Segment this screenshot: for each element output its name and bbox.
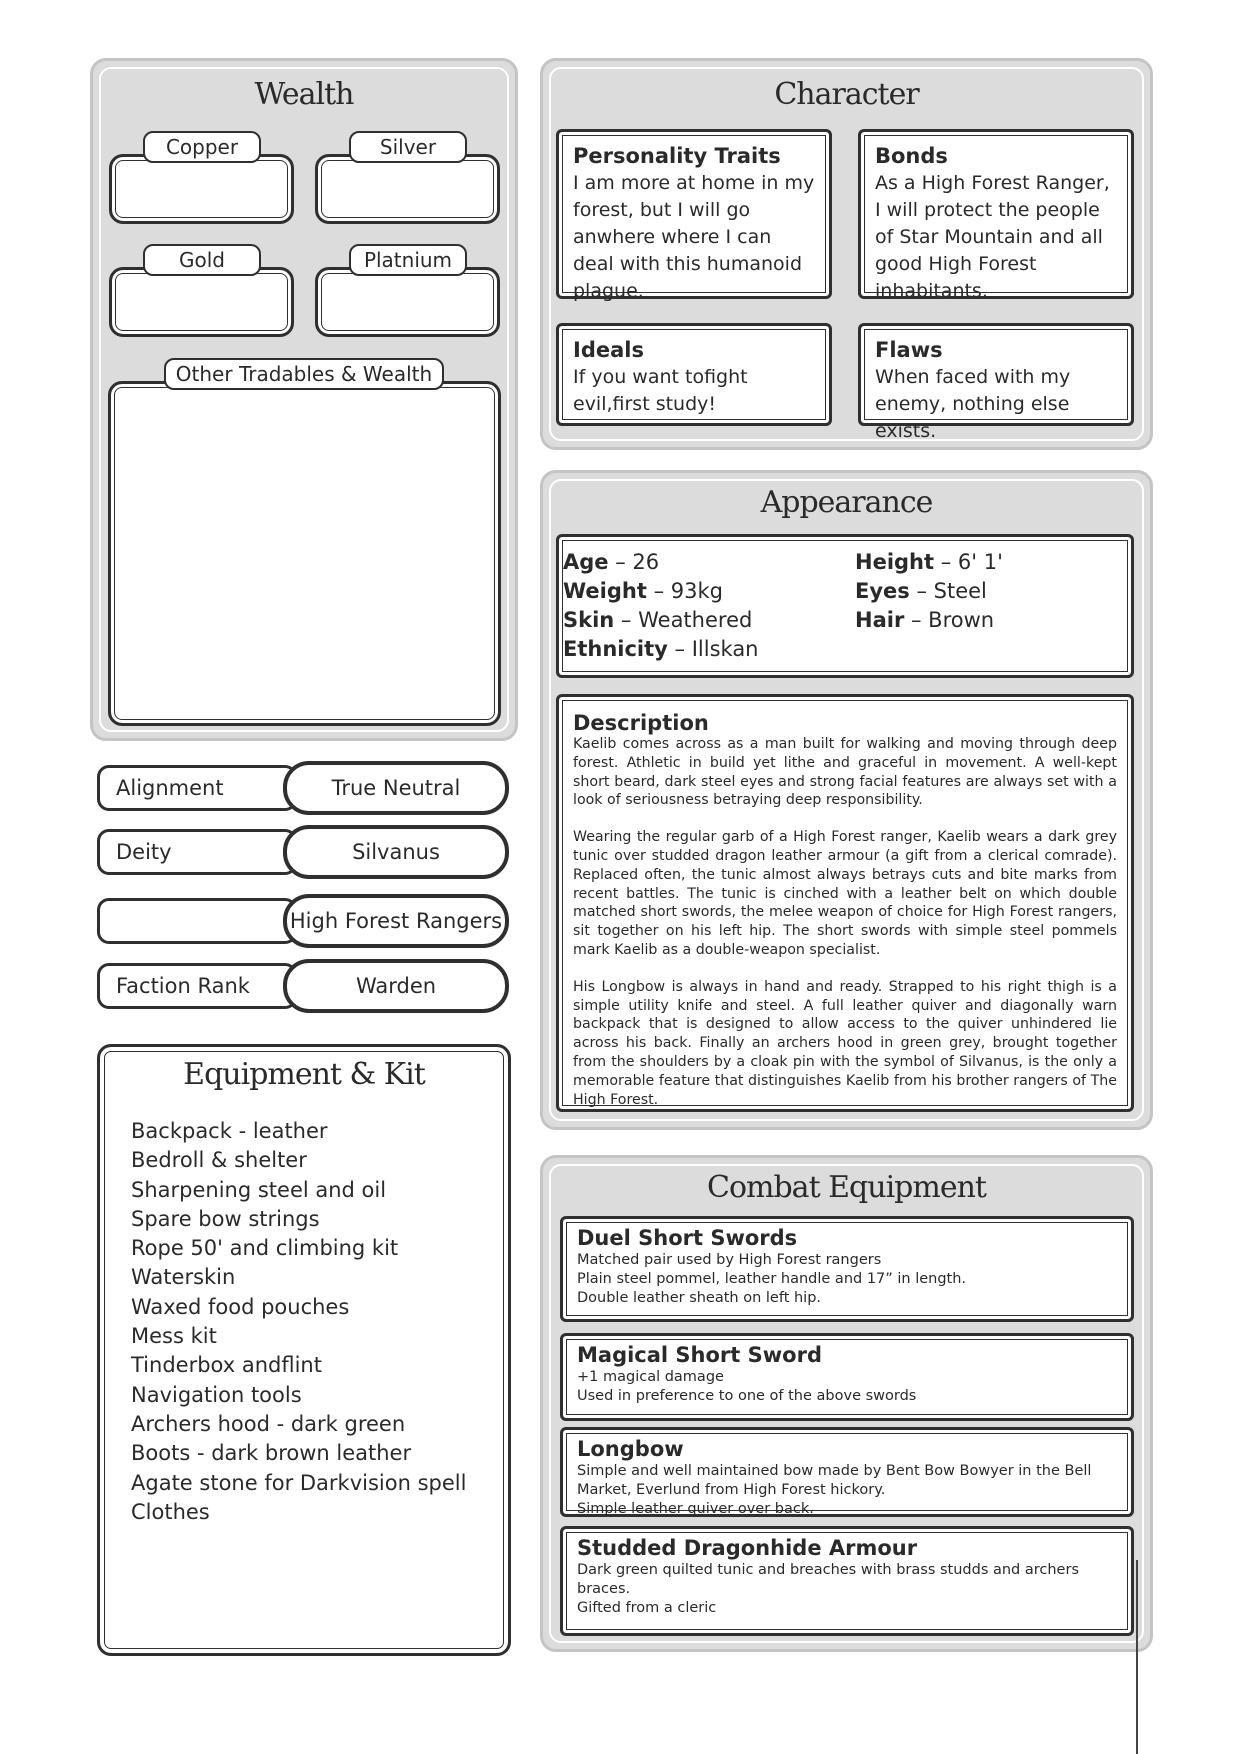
combat-item-box[interactable] — [560, 1216, 1134, 1322]
combat-item-detail: +1 magical damage — [577, 1369, 724, 1385]
combat-item-name: Magical Short Sword — [577, 1343, 822, 1367]
divider-line — [1136, 1560, 1138, 1754]
deity-value[interactable]: Silvanus — [283, 825, 509, 879]
combat-equipment-title: Combat Equipment — [707, 1170, 986, 1205]
ideals-label: Ideals — [573, 338, 644, 362]
kit-item: Backpack - leather — [131, 1119, 328, 1143]
appearance-title: Appearance — [760, 485, 933, 520]
description-paragraph-1: Kaelib comes across as a man built for walking and moving through deep forest. Athletic in build yet lithe and graceful in movement. A well-kept short beard, dark steel eyes and strong facial features are always set with a look of seriousness betraying deep responsibility. — [573, 736, 1117, 809]
weight-value: 93kg — [670, 579, 723, 603]
ethnicity-label: Ethnicity — [563, 637, 668, 661]
kit-item: Boots - dark brown leather — [131, 1441, 412, 1466]
bonds-text: As a High Forest Ranger, I will protect the people of Star Mountain and all good High Forest inhabitants. — [875, 172, 1110, 302]
combat-item-detail: Double leather sheath on left hip. — [577, 1289, 822, 1306]
faction-label — [97, 898, 297, 944]
description-paragraph-2: Wearing the regular garb of a High Forest ranger, Kaelib wears a dark grey tunic over studded dragon leather armour (a gift from a clerical comrade). Replaced often, the tunic almost always betrays cuts and bite marks from recent battles. The tunic is cinched with a leather belt on which double matched short swords, the melee weapon of choice for High Forest rangers, sit together on his left hip. The short swords with simple steel pommels mark Kaelib as a double-weapon specialist. — [573, 829, 1117, 958]
bonds-label: Bonds — [875, 144, 948, 168]
personality-traits-text: I am more at home in my forest, but I will go anwhere where I can deal with this humanoid plague. — [573, 172, 815, 302]
flaws-text: When faced with my enemy, nothing else exists. — [875, 366, 1071, 442]
age-label: Age — [563, 550, 609, 574]
gold-field[interactable] — [109, 267, 294, 337]
kit-item: Sharpening steel and oil — [131, 1177, 387, 1202]
flaws-box[interactable] — [858, 323, 1134, 442]
combat-item-detail: Plain steel pommel, leather handle and 17” in length. — [577, 1270, 967, 1287]
combat-item-name: Longbow — [577, 1437, 684, 1461]
eyes-value: Steel — [933, 579, 987, 603]
combat-item-name: Duel Short Swords — [577, 1226, 798, 1250]
description-label: Description — [573, 711, 709, 735]
combat-item-detail: Used in preference to one of the above swords — [577, 1387, 917, 1404]
personality-traits-label: Personality Traits — [573, 144, 781, 168]
ideals-text: If you want tofight evil,first study! — [573, 366, 748, 415]
ethnicity-value: Illskan — [691, 637, 759, 661]
description-box[interactable] — [556, 694, 1134, 1112]
alignment-label: Alignment — [97, 765, 297, 811]
gold-label: Gold — [143, 244, 261, 276]
wealth-title: Wealth — [254, 77, 354, 112]
character-title: Character — [774, 77, 919, 112]
weight-label: Weight — [563, 579, 647, 603]
age-value: 26 — [632, 550, 660, 574]
platinum-field[interactable] — [315, 267, 500, 337]
appearance-stats: Age – 26 Height – 6' 1' Weight – 93kg Eyes – Steel Skin – Weathered Hair – Brown Ethnicity – Illskan — [563, 548, 1123, 664]
other-tradables-field[interactable] — [108, 381, 501, 726]
height-value: 6' 1' — [957, 550, 1003, 574]
copper-label: Copper — [143, 131, 261, 163]
flaws-label: Flaws — [875, 338, 943, 362]
bonds-box[interactable] — [858, 129, 1134, 302]
copper-field[interactable] — [109, 154, 294, 224]
kit-item: Waxed food pouches — [131, 1294, 350, 1319]
combat-item-box[interactable] — [560, 1427, 1134, 1517]
combat-item-detail: Gifted from a cleric — [577, 1599, 717, 1616]
other-tradables-label: Other Tradables & Wealth — [164, 358, 444, 390]
kit-item: Rope 50' and climbing kit — [131, 1236, 399, 1261]
alignment-value[interactable]: True Neutral — [283, 761, 509, 815]
description-paragraph-3: His Longbow is always in hand and ready. Strapped to his right thigh is a simple utility knife and steel. A full leather quiver and diagonally warn backpack that is designed to allow access to the quiver unhindered lie across his back. Finally an archers hood in green grey, brought together from the shoulders by a cloak pin with the symbol of Silvanus, is the only a memorable feature that distinguishes Kaelib from his brother rangers of The High Forest. — [573, 978, 1117, 1108]
personality-traits-box[interactable] — [556, 129, 832, 302]
combat-item-name: Studded Dragonhide Armour — [577, 1536, 918, 1560]
hair-label: Hair — [855, 608, 905, 632]
combat-item-detail: Simple and well maintained bow made by Bent Bow Bowyer in the Bell Market, Everlund from High Forest hickory. — [577, 1463, 1092, 1498]
kit-item: Navigation tools — [131, 1382, 302, 1407]
equipment-kit-box[interactable] — [97, 1044, 511, 1656]
combat-item-box[interactable] — [560, 1333, 1134, 1421]
silver-field[interactable] — [315, 154, 500, 224]
combat-item-detail: Simple leather quiver over back. — [577, 1500, 814, 1517]
faction-rank-value[interactable]: Warden — [283, 959, 509, 1013]
deity-label: Deity — [97, 829, 297, 875]
combat-item-detail: Dark green quilted tunic and breaches with brass studds and archers braces. — [577, 1562, 1079, 1597]
kit-item: Archers hood - dark green — [131, 1411, 406, 1436]
combat-item-detail: Matched pair used by High Forest rangers — [577, 1252, 882, 1268]
kit-item: Agate stone for Darkvision spell — [131, 1470, 467, 1495]
hair-value: Brown — [928, 608, 995, 632]
faction-rank-label: Faction Rank — [97, 963, 297, 1009]
combat-item-box[interactable] — [560, 1526, 1134, 1636]
equipment-kit-title: Equipment & Kit — [183, 1057, 425, 1092]
skin-label: Skin — [563, 608, 615, 632]
eyes-label: Eyes — [855, 579, 910, 603]
height-label: Height — [855, 550, 935, 574]
kit-item: Clothes — [131, 1499, 210, 1524]
kit-item: Mess kit — [131, 1324, 217, 1349]
silver-label: Silver — [349, 131, 467, 163]
equipment-kit-list — [131, 1117, 466, 1527]
faction-value[interactable]: High Forest Rangers — [283, 894, 509, 948]
ideals-box[interactable] — [556, 323, 832, 426]
kit-item: Tinderbox andflint — [131, 1353, 322, 1378]
kit-item: Spare bow strings — [131, 1206, 320, 1231]
kit-item: Bedroll & shelter — [131, 1148, 307, 1173]
platinum-label: Platnium — [349, 244, 467, 276]
skin-value: Weathered — [638, 608, 753, 632]
kit-item: Waterskin — [131, 1265, 236, 1290]
